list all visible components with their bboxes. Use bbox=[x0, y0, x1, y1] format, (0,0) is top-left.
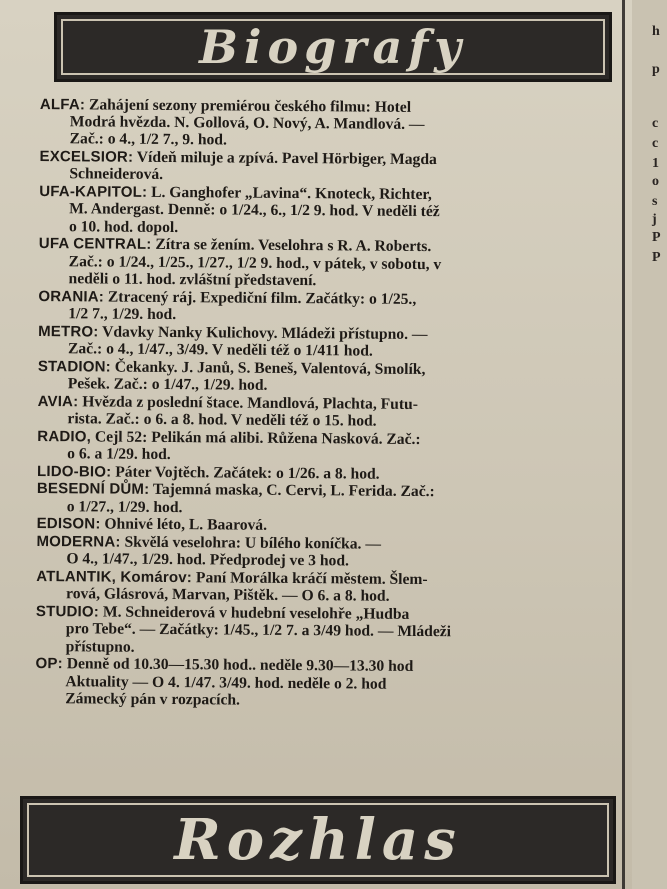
side-fragment: P bbox=[652, 250, 661, 265]
cinema-name: MODERNA: bbox=[36, 533, 121, 551]
cinema-entry bbox=[36, 603, 616, 659]
listing-text: Čekanky. J. Janů, S. Beneš, Valentová, Smolík, bbox=[114, 358, 426, 378]
cinema-name: STADION: bbox=[37, 357, 111, 376]
side-fragment: c bbox=[652, 136, 659, 151]
listing-text: Modrá hvězda. N. Gollová, O. Nový, A. Mandlová. — bbox=[69, 113, 425, 134]
next-section-banner bbox=[20, 796, 616, 884]
listing-text: Zač.: o 1/24., 1/25., 1/27., 1/2 9. hod., v pátek, v sobotu, v bbox=[68, 252, 442, 273]
listing-text: Schneiderová. bbox=[69, 165, 164, 184]
listing-text: Skvělá veselohra: U bílého koníčka. — bbox=[124, 533, 382, 553]
listing-text: rová, Glásrová, Marvan, Pištěk. — O 6. a 8. hod. bbox=[66, 585, 390, 606]
listing-text: M. Andergast. Denně: o 1/24., 6., 1/2 9. hod. V neděli též bbox=[69, 200, 440, 221]
cinema-entry bbox=[38, 235, 618, 291]
listing-text: L. Ganghofer „Lavina“. Knoteck, Richter, bbox=[151, 184, 432, 204]
cinema-name: ALFA: bbox=[39, 96, 86, 114]
listing-text: Pešek. Zač.: o 1/47., 1/29. hod. bbox=[67, 375, 268, 394]
cinema-name: STUDIO: bbox=[35, 603, 100, 621]
listing-text: o 10. hod. dopol. bbox=[68, 217, 179, 236]
cinema-entry bbox=[37, 428, 617, 467]
next-section-title: Rozhlas bbox=[174, 807, 462, 873]
listing-text: M. Schneiderová v hudební veselohře „Hudba bbox=[102, 603, 410, 624]
listing-text: Páter Vojtěch. Začátek: o 1/26. a 8. hod. bbox=[115, 463, 380, 483]
listing-text: O 4., 1/47., 1/29. hod. Předprodej ve 3 hod. bbox=[66, 550, 350, 570]
cinema-entry bbox=[38, 323, 618, 362]
listing-text: Zahájení sezony premiérou českého filmu: Hotel bbox=[88, 96, 412, 116]
cinema-name: UFA CENTRAL: bbox=[38, 235, 152, 254]
cinema-entry bbox=[38, 288, 618, 327]
listing-text: Zítra se žením. Veselohra s R. A. Roberts. bbox=[155, 236, 432, 256]
listing-text: Paní Morálka kráčí městem. Šlem- bbox=[195, 569, 428, 589]
adjacent-column bbox=[632, 0, 667, 889]
side-fragment: c bbox=[652, 116, 659, 131]
side-fragment: j bbox=[652, 212, 657, 227]
cinema-entry bbox=[36, 568, 616, 607]
cinema-name: EXCELSIOR: bbox=[39, 148, 134, 166]
listing-text: Denně od 10.30—15.30 hod.. neděle 9.30—13.30 hod bbox=[66, 655, 414, 676]
cinema-listings bbox=[35, 96, 620, 712]
cinema-entry bbox=[37, 480, 617, 519]
listing-text: Hvězda z poslední štace. Mandlová, Plachta, Futu- bbox=[82, 392, 419, 413]
cinema-entry bbox=[38, 358, 618, 397]
cinema-entry bbox=[35, 655, 615, 711]
listing-text: o 1/27., 1/29. hod. bbox=[66, 497, 183, 516]
listing-text: neděli o 11. hod. zvláštní představení. bbox=[68, 270, 317, 289]
cinema-name: EDISON: bbox=[36, 515, 101, 533]
listing-text: Tajemná maska, C. Cervi, L. Ferida. Zač.: bbox=[152, 481, 435, 501]
listing-text: Zač.: o 4., 1/2 7., 9. hod. bbox=[69, 130, 227, 149]
cinema-name: RADIO, bbox=[37, 427, 92, 446]
listing-text: rista. Zač.: o 6. a 8. hod. V neděli též o 15. hod. bbox=[67, 410, 377, 430]
cinema-entry bbox=[37, 393, 617, 432]
listing-text: přístupno. bbox=[65, 637, 135, 656]
cinema-entry bbox=[40, 96, 620, 152]
section-title: Biografy bbox=[199, 20, 467, 74]
column-divider bbox=[622, 0, 625, 889]
cinema-entry bbox=[39, 183, 619, 239]
cinema-entry bbox=[36, 533, 616, 572]
listing-text: Vídeň miluje a zpívá. Pavel Hörbiger, Magda bbox=[136, 148, 437, 169]
listing-text: Cejl 52: Pelikán má alibi. Růžena Nasková. Zač.: bbox=[94, 428, 421, 448]
cinema-entry bbox=[39, 148, 619, 187]
listing-text: Aktuality — O 4. 1/47. 3/49. hod. neděle o 2. hod bbox=[65, 672, 387, 693]
listing-text: Ztracený ráj. Expediční film. Začátky: o 1/25., bbox=[107, 288, 417, 308]
side-fragment: P bbox=[652, 230, 661, 245]
side-fragment: p bbox=[652, 62, 660, 77]
cinema-name: METRO: bbox=[38, 322, 99, 341]
section-header-banner bbox=[54, 12, 612, 82]
listing-text: Zač.: o 4., 1/47., 3/49. V neděli též o 1/411 hod. bbox=[67, 340, 373, 360]
listing-text: Vdavky Nanky Kulichovy. Mládeži přístupno. — bbox=[102, 323, 428, 343]
cinema-name: BESEDNÍ DŮM: bbox=[36, 480, 150, 499]
cinema-name: OP: bbox=[35, 655, 63, 673]
entry-line bbox=[35, 690, 615, 712]
cinema-name: AVIA: bbox=[37, 392, 79, 410]
cinema-name: ORANIA: bbox=[38, 287, 105, 306]
listing-text: 1/2 7., 1/29. hod. bbox=[68, 305, 177, 323]
listing-text: Ohnivé léto, L. Baarová. bbox=[104, 515, 268, 535]
listing-text: o 6. a 1/29. hod. bbox=[67, 445, 171, 463]
side-fragment: o bbox=[652, 174, 659, 189]
side-fragment: s bbox=[652, 194, 658, 209]
cinema-name: LIDO-BIO: bbox=[36, 462, 112, 481]
cinema-name: UFA-KAPITOL: bbox=[39, 183, 148, 202]
side-fragment: 1 bbox=[652, 156, 659, 171]
side-fragment: h bbox=[652, 24, 660, 39]
listing-text: pro Tebe“. — Začátky: 1/45., 1/2 7. a 3/49 hod. — Mládeži bbox=[65, 620, 452, 641]
listing-text: Zámecký pán v rozpacích. bbox=[65, 690, 241, 709]
cinema-name: ATLANTIK, Komárov: bbox=[36, 568, 193, 587]
